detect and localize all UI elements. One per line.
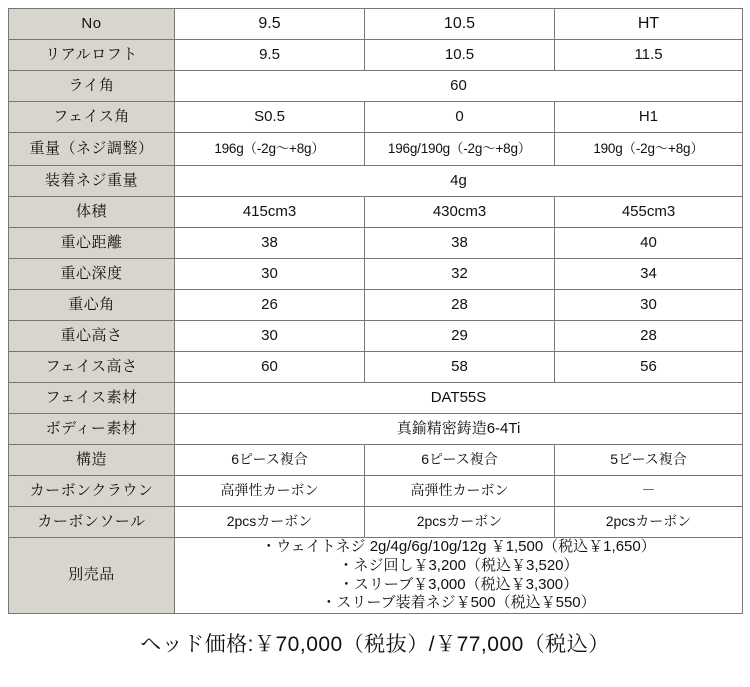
column-header-9-5: 9.5 bbox=[175, 9, 365, 40]
extras-line: ・スリーブ￥3,000（税込￥3,300） bbox=[338, 575, 579, 593]
table-row bbox=[9, 259, 743, 290]
cell-value: 9.5 bbox=[175, 40, 365, 71]
row-label: 別売品 bbox=[9, 538, 175, 614]
cell-value: 2pcsカーボン bbox=[365, 507, 555, 538]
cell-value: S0.5 bbox=[175, 102, 365, 133]
table-row bbox=[9, 166, 743, 197]
row-label: フェイス高さ bbox=[9, 352, 175, 383]
cell-value: 38 bbox=[175, 228, 365, 259]
table-row bbox=[9, 133, 743, 166]
cell-value: 32 bbox=[365, 259, 555, 290]
table-row bbox=[9, 507, 743, 538]
table-row bbox=[9, 476, 743, 507]
cell-value: 28 bbox=[555, 321, 743, 352]
cell-value: 高弾性カーボン bbox=[175, 476, 365, 507]
cell-value: 30 bbox=[175, 259, 365, 290]
cell-value: 30 bbox=[175, 321, 365, 352]
cell-value: 11.5 bbox=[555, 40, 743, 71]
cell-value: 5ピース複合 bbox=[555, 445, 743, 476]
column-header-ht: HT bbox=[555, 9, 743, 40]
cell-value: 38 bbox=[365, 228, 555, 259]
cell-value: 196g（-2g〜+8g） bbox=[175, 133, 365, 166]
extras-cell bbox=[175, 538, 743, 614]
cell-value: 0 bbox=[365, 102, 555, 133]
row-label: 装着ネジ重量 bbox=[9, 166, 175, 197]
cell-value: 10.5 bbox=[365, 40, 555, 71]
extras-line: ・ネジ回し￥3,200（税込￥3,520） bbox=[338, 556, 579, 574]
cell-value: 2pcsカーボン bbox=[555, 507, 743, 538]
table-row bbox=[9, 445, 743, 476]
table-row bbox=[9, 102, 743, 133]
row-label: カーボンクラウン bbox=[9, 476, 175, 507]
table-row bbox=[9, 228, 743, 259]
row-label: 重心角 bbox=[9, 290, 175, 321]
extras-line: ・スリーブ装着ネジ￥500（税込￥550） bbox=[321, 594, 596, 612]
row-label: フェイス素材 bbox=[9, 383, 175, 414]
cell-value: 高弾性カーボン bbox=[365, 476, 555, 507]
head-price-note: ヘッド価格:￥70,000（税抜）/￥77,000（税込） bbox=[140, 633, 610, 656]
specification-table bbox=[8, 8, 743, 614]
table-row bbox=[9, 383, 743, 414]
cell-value: 34 bbox=[555, 259, 743, 290]
cell-value: 26 bbox=[175, 290, 365, 321]
row-label: 構造 bbox=[9, 445, 175, 476]
cell-value: 40 bbox=[555, 228, 743, 259]
row-label: 重心高さ bbox=[9, 321, 175, 352]
table-row-extras bbox=[9, 538, 743, 614]
table-body bbox=[9, 40, 743, 614]
row-label: リアルロフト bbox=[9, 40, 175, 71]
table-row bbox=[9, 40, 743, 71]
table-row bbox=[9, 71, 743, 102]
table-row bbox=[9, 321, 743, 352]
column-header-10-5: 10.5 bbox=[365, 9, 555, 40]
cell-value: 6ピース複合 bbox=[365, 445, 555, 476]
row-label: フェイス角 bbox=[9, 102, 175, 133]
row-label: 重心深度 bbox=[9, 259, 175, 290]
cell-value: － bbox=[555, 476, 743, 507]
table-header bbox=[9, 9, 743, 40]
cell-value: 28 bbox=[365, 290, 555, 321]
cell-value: 455cm3 bbox=[555, 197, 743, 228]
row-label: ボディー素材 bbox=[9, 414, 175, 445]
row-label: ライ角 bbox=[9, 71, 175, 102]
row-label: 重心距離 bbox=[9, 228, 175, 259]
cell-value: 2pcsカーボン bbox=[175, 507, 365, 538]
table-row bbox=[9, 197, 743, 228]
cell-value: 29 bbox=[365, 321, 555, 352]
cell-value: 190g（-2g〜+8g） bbox=[555, 133, 743, 166]
cell-value: 58 bbox=[365, 352, 555, 383]
row-label: 体積 bbox=[9, 197, 175, 228]
table-header-row bbox=[9, 9, 743, 40]
cell-value: 56 bbox=[555, 352, 743, 383]
cell-value: H1 bbox=[555, 102, 743, 133]
extras-line: ・ウェイトネジ 2g/4g/6g/10g/12g ￥1,500（税込￥1,650） bbox=[261, 538, 656, 555]
cell-value: 196g/190g（-2g〜+8g） bbox=[365, 133, 555, 166]
row-label: 重量（ネジ調整） bbox=[9, 133, 175, 166]
cell-value: 60 bbox=[175, 352, 365, 383]
row-label: カーボンソール bbox=[9, 507, 175, 538]
table-row bbox=[9, 290, 743, 321]
cell-value: 4g bbox=[175, 166, 743, 197]
table-row bbox=[9, 352, 743, 383]
column-header-no: No bbox=[9, 9, 175, 40]
cell-value: 430cm3 bbox=[365, 197, 555, 228]
cell-value: 6ピース複合 bbox=[175, 445, 365, 476]
cell-value: 真鍮精密鋳造6-4Ti bbox=[175, 414, 743, 445]
cell-value: 30 bbox=[555, 290, 743, 321]
cell-value: 415cm3 bbox=[175, 197, 365, 228]
table-row bbox=[9, 414, 743, 445]
cell-value: DAT55S bbox=[175, 383, 743, 414]
cell-value: 60 bbox=[175, 71, 743, 102]
